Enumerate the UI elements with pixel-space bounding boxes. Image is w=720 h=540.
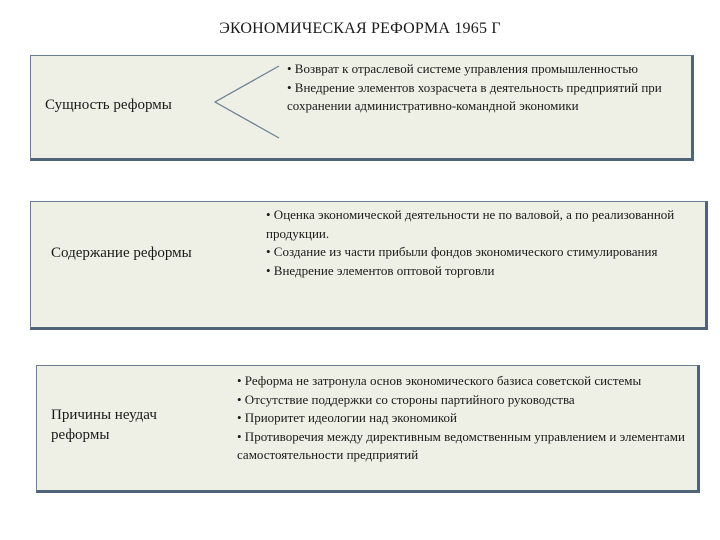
section-label-essence: Сущность реформы [45,97,172,113]
section-text-content [266,206,701,280]
section-text-essence [287,60,687,116]
list-item: • Приоритет идеологии над экономикой [237,410,457,425]
section-failure-reasons [36,365,700,493]
list-item: • Противоречия между директивным ведомственным управлением и элементами самостоятельности предприятий [237,428,685,462]
list-item: • Создание из части прибыли фондов экономического стимулирования [266,244,658,259]
section-content [30,201,708,330]
list-item: • Возврат к отраслевой системе управления промышленностью [287,61,638,76]
section-essence [30,55,694,161]
section-label-content: Содержание реформы [51,245,192,261]
list-item: • Оценка экономической деятельности не по валовой, а по реализованной продукции. [266,207,675,241]
list-item: • Внедрение элементов хозрасчета в деятельность предприятий при сохранении административно-командной экономики [287,79,662,113]
list-item: • Отсутствие поддержки со стороны партийного руководства [237,391,575,407]
section-text-failure-reasons [237,372,697,465]
bracket-icon [213,64,283,144]
list-item: • Внедрение элементов оптовой торговли [266,262,495,278]
list-item: • Реформа не затронула основ экономического базиса советской системы [237,373,642,388]
page-title: ЭКОНОМИЧЕСКАЯ РЕФОРМА 1965 Г [219,20,501,37]
section-label-failure-reasons: Причины неудач реформы [51,407,157,443]
